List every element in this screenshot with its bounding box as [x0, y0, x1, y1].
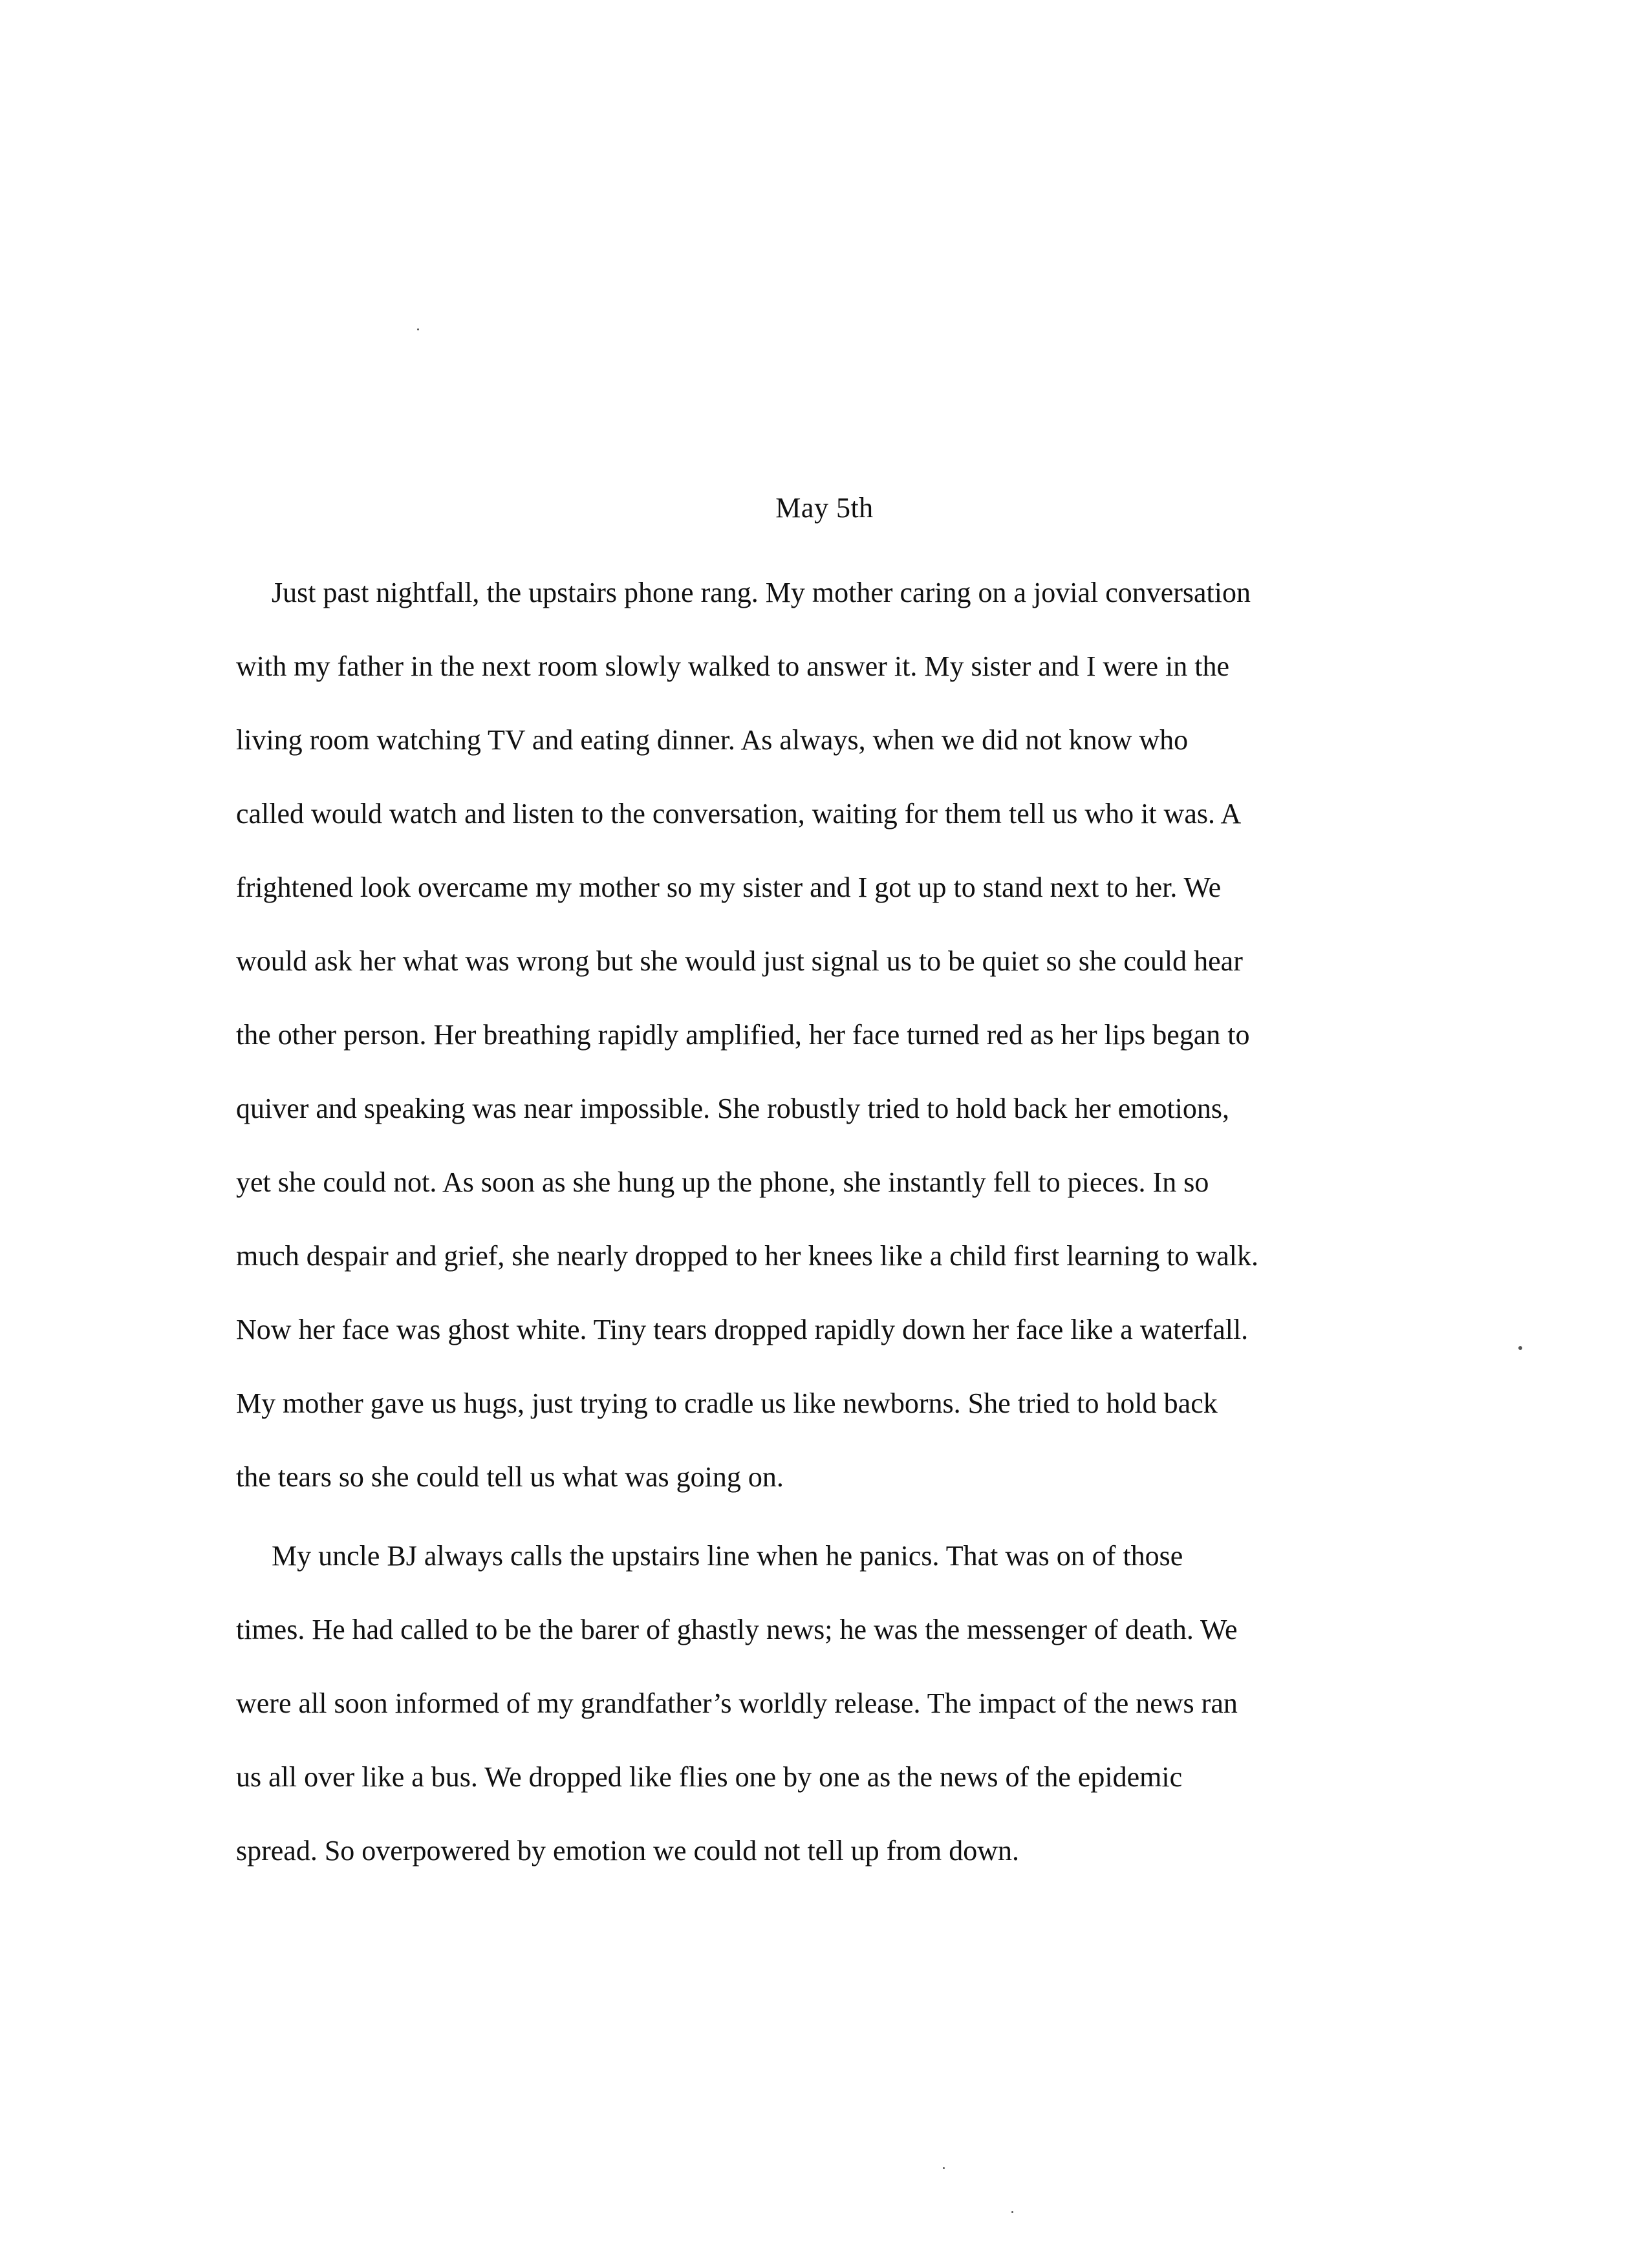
- text-line: would ask her what was wrong but she would just signal us to be quiet so she could hear: [236, 945, 1243, 977]
- text-line: living room watching TV and eating dinner. As always, when we did not know who: [236, 724, 1189, 756]
- page-title: May 5th: [775, 492, 874, 524]
- scan-speck: [943, 2167, 945, 2169]
- document-body: [236, 556, 1406, 1888]
- text-line: us all over like a bus. We dropped like flies one by one as the news of the epidemic: [236, 1761, 1183, 1793]
- text-line: the other person. Her breathing rapidly amplified, her face turned red as her lips began to: [236, 1019, 1250, 1051]
- text-line: times. He had called to be the barer of ghastly news; he was the messenger of death. We: [236, 1614, 1238, 1645]
- text-line: much despair and grief, she nearly dropped to her knees like a child first learning to walk.: [236, 1240, 1259, 1272]
- text-line: quiver and speaking was near impossible. She robustly tried to hold back her emotions,: [236, 1093, 1230, 1124]
- text-line: yet she could not. As soon as she hung up the phone, she instantly fell to pieces. In so: [236, 1166, 1209, 1198]
- text-line: My mother gave us hugs, just trying to cradle us like newborns. She tried to hold back: [236, 1387, 1218, 1419]
- text-line: frightened look overcame my mother so my sister and I got up to stand next to her. We: [236, 872, 1222, 903]
- paragraph-2: [236, 1519, 1406, 1888]
- text-line: called would watch and listen to the conversation, waiting for them tell us who it was. A: [236, 798, 1242, 829]
- text-line: My uncle BJ always calls the upstairs line when he panics. That was on of those: [272, 1540, 1183, 1572]
- paragraph-1: [236, 556, 1406, 1514]
- scan-speck: [1518, 1346, 1522, 1350]
- text-line: Now her face was ghost white. Tiny tears dropped rapidly down her face like a waterfall.: [236, 1314, 1249, 1345]
- text-line: spread. So overpowered by emotion we could not tell up from down.: [236, 1835, 1019, 1867]
- text-line: were all soon informed of my grandfather’s worldly release. The impact of the news ran: [236, 1687, 1238, 1719]
- text-line: with my father in the next room slowly walked to answer it. My sister and I were in the: [236, 650, 1229, 682]
- text-line: the tears so she could tell us what was going on.: [236, 1461, 784, 1493]
- scan-speck: [1011, 2211, 1013, 2213]
- scan-speck: [417, 328, 419, 330]
- text-line: Just past nightfall, the upstairs phone rang. My mother caring on a jovial conversation: [272, 577, 1251, 608]
